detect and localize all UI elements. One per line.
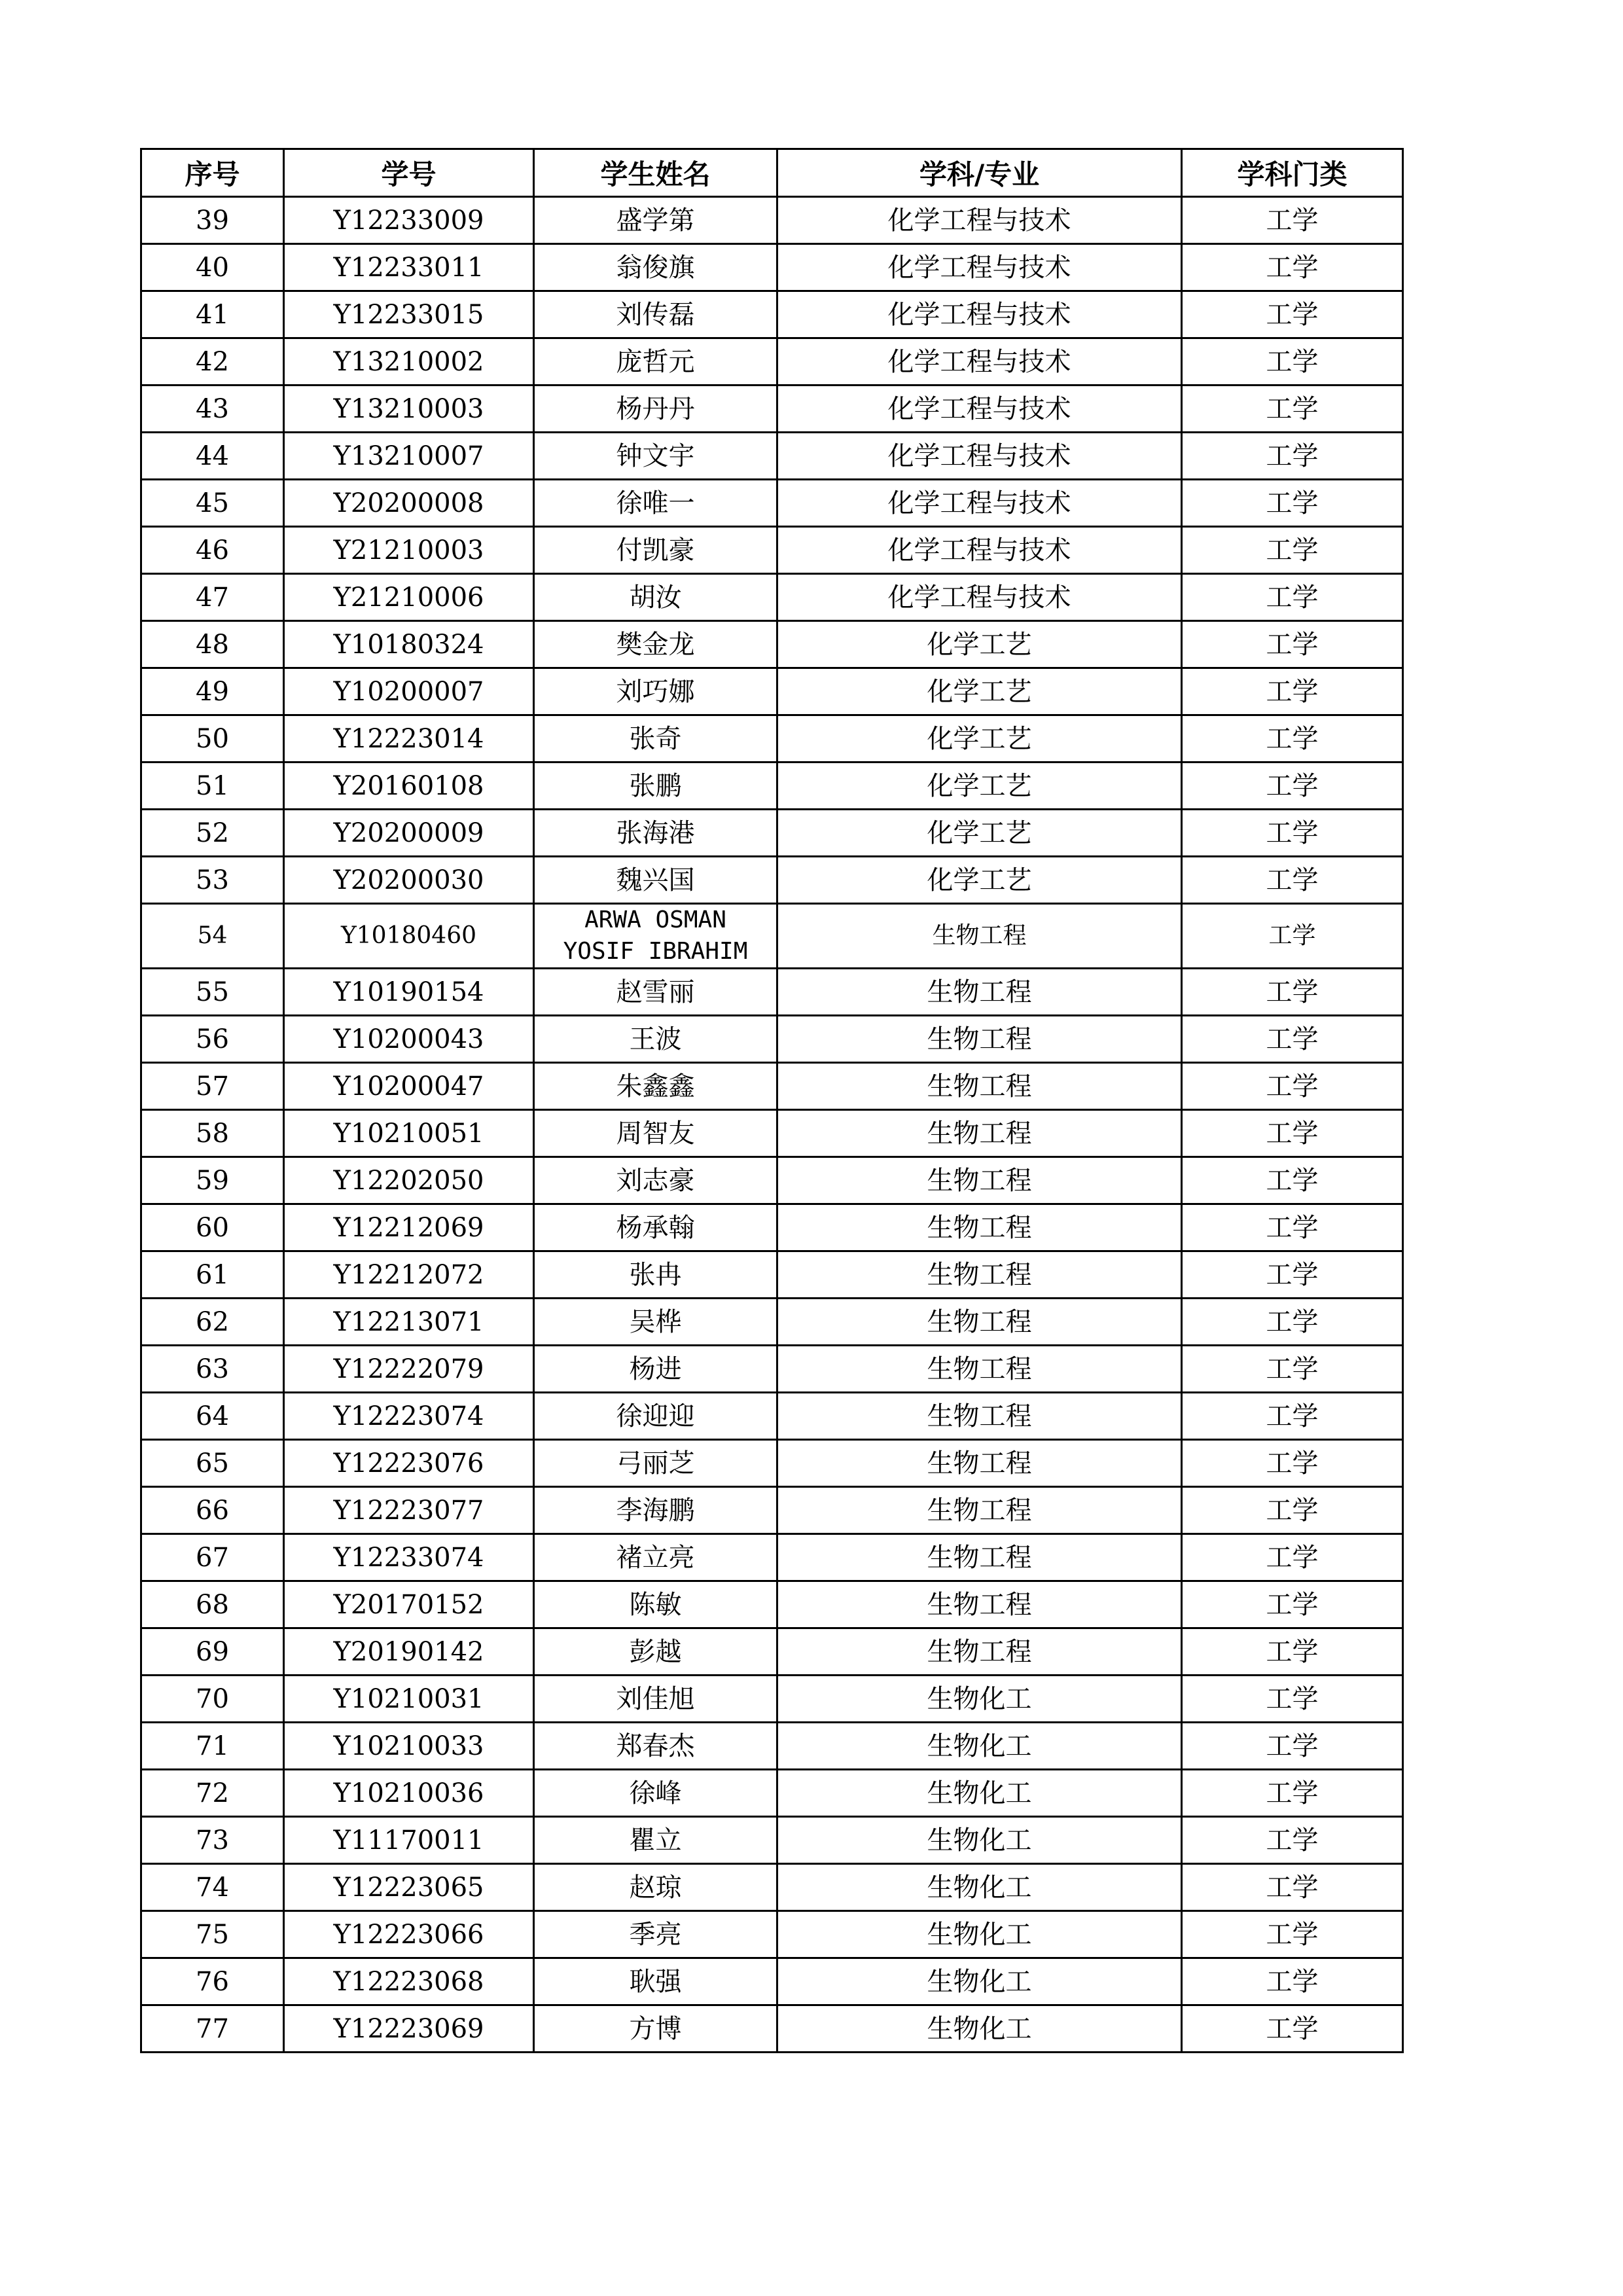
index-cell: 60 — [141, 1204, 284, 1251]
major-cell: 生物化工 — [777, 1817, 1182, 1864]
index-cell: 44 — [141, 433, 284, 480]
student-id-cell: Y20200008 — [284, 480, 534, 527]
discipline-cell: 工学 — [1182, 386, 1403, 433]
student-name-cell: 赵琼 — [534, 1864, 777, 1911]
student-name-cell: 徐迎迎 — [534, 1393, 777, 1440]
index-cell: 58 — [141, 1110, 284, 1157]
student-id-cell: Y12222079 — [284, 1346, 534, 1393]
index-cell: 72 — [141, 1770, 284, 1817]
index-cell: 46 — [141, 527, 284, 574]
student-name-cell: 王波 — [534, 1016, 777, 1063]
discipline-cell: 工学 — [1182, 1581, 1403, 1628]
student-name-cell: 钟文宇 — [534, 433, 777, 480]
student-name-cell: 张奇 — [534, 715, 777, 762]
student-id-cell: Y12213071 — [284, 1299, 534, 1346]
student-id-cell: Y20170152 — [284, 1581, 534, 1628]
major-cell: 化学工程与技术 — [777, 244, 1182, 291]
student-name-cell: 吴桦 — [534, 1299, 777, 1346]
index-cell: 63 — [141, 1346, 284, 1393]
index-cell: 39 — [141, 197, 284, 244]
student-name-cell: 耿强 — [534, 1958, 777, 2005]
student-id-cell: Y12223065 — [284, 1864, 534, 1911]
major-cell: 生物化工 — [777, 1911, 1182, 1958]
discipline-cell: 工学 — [1182, 1534, 1403, 1581]
major-cell: 化学工程与技术 — [777, 480, 1182, 527]
discipline-cell: 工学 — [1182, 715, 1403, 762]
major-cell: 生物工程 — [777, 1534, 1182, 1581]
index-cell: 70 — [141, 1676, 284, 1723]
student-name-cell: 方博 — [534, 2005, 777, 2053]
discipline-cell: 工学 — [1182, 574, 1403, 621]
table-row — [141, 1393, 1403, 1440]
student-id-cell: Y10210031 — [284, 1676, 534, 1723]
student-name-cell: 刘巧娜 — [534, 668, 777, 715]
student-id-cell: Y12223066 — [284, 1911, 534, 1958]
header-major: 学科/专业 — [777, 149, 1182, 197]
table-body — [141, 197, 1403, 2053]
table-row — [141, 1723, 1403, 1770]
discipline-cell: 工学 — [1182, 291, 1403, 338]
table-row — [141, 762, 1403, 810]
discipline-cell: 工学 — [1182, 1958, 1403, 2005]
discipline-cell: 工学 — [1182, 1110, 1403, 1157]
index-cell: 49 — [141, 668, 284, 715]
discipline-cell: 工学 — [1182, 1204, 1403, 1251]
table-row — [141, 197, 1403, 244]
student-name-cell: 杨进 — [534, 1346, 777, 1393]
table-row — [141, 480, 1403, 527]
index-cell: 74 — [141, 1864, 284, 1911]
table-row — [141, 1299, 1403, 1346]
student-id-cell: Y12223068 — [284, 1958, 534, 2005]
student-id-cell: Y12223076 — [284, 1440, 534, 1487]
student-name-cell: 季亮 — [534, 1911, 777, 1958]
discipline-cell: 工学 — [1182, 1440, 1403, 1487]
student-name-cell: 樊金龙 — [534, 621, 777, 668]
student-name-cell: 李海鹏 — [534, 1487, 777, 1534]
index-cell: 69 — [141, 1628, 284, 1676]
student-id-cell: Y10200007 — [284, 668, 534, 715]
student-id-cell: Y12212069 — [284, 1204, 534, 1251]
table-row — [141, 1817, 1403, 1864]
student-name-cell: 赵雪丽 — [534, 969, 777, 1016]
student-id-cell: Y20200009 — [284, 810, 534, 857]
table-row — [141, 291, 1403, 338]
student-name-cell: 郑春杰 — [534, 1723, 777, 1770]
student-id-cell: Y20200030 — [284, 857, 534, 904]
header-index: 序号 — [141, 149, 284, 197]
discipline-cell: 工学 — [1182, 197, 1403, 244]
student-id-cell: Y10180460 — [284, 904, 534, 969]
discipline-cell: 工学 — [1182, 1063, 1403, 1110]
student-name-cell: 刘传磊 — [534, 291, 777, 338]
discipline-cell: 工学 — [1182, 810, 1403, 857]
major-cell: 生物化工 — [777, 1864, 1182, 1911]
discipline-cell: 工学 — [1182, 857, 1403, 904]
student-name-cell: 褚立亮 — [534, 1534, 777, 1581]
student-id-cell: Y12212072 — [284, 1251, 534, 1299]
table-row — [141, 1864, 1403, 1911]
student-id-cell: Y12233009 — [284, 197, 534, 244]
discipline-cell: 工学 — [1182, 762, 1403, 810]
header-row — [141, 149, 1403, 197]
student-id-cell: Y13210002 — [284, 338, 534, 386]
discipline-cell: 工学 — [1182, 527, 1403, 574]
discipline-cell: 工学 — [1182, 1723, 1403, 1770]
table-row — [141, 1628, 1403, 1676]
discipline-cell: 工学 — [1182, 1251, 1403, 1299]
major-cell: 化学工程与技术 — [777, 527, 1182, 574]
discipline-cell: 工学 — [1182, 1346, 1403, 1393]
table-row — [141, 668, 1403, 715]
index-cell: 51 — [141, 762, 284, 810]
discipline-cell: 工学 — [1182, 1817, 1403, 1864]
student-name-cell: 张冉 — [534, 1251, 777, 1299]
student-name-cell: 瞿立 — [534, 1817, 777, 1864]
student-id-cell: Y20190142 — [284, 1628, 534, 1676]
table-row — [141, 1157, 1403, 1204]
header-discipline: 学科门类 — [1182, 149, 1403, 197]
table-row — [141, 1251, 1403, 1299]
discipline-cell: 工学 — [1182, 480, 1403, 527]
major-cell: 生物工程 — [777, 1346, 1182, 1393]
student-name-cell: 周智友 — [534, 1110, 777, 1157]
index-cell: 73 — [141, 1817, 284, 1864]
student-name-cell: 庞哲元 — [534, 338, 777, 386]
table-row — [141, 1063, 1403, 1110]
index-cell: 66 — [141, 1487, 284, 1534]
discipline-cell: 工学 — [1182, 969, 1403, 1016]
student-id-cell: Y10210036 — [284, 1770, 534, 1817]
student-name-cell: 杨承翰 — [534, 1204, 777, 1251]
student-id-cell: Y12223074 — [284, 1393, 534, 1440]
table-row — [141, 621, 1403, 668]
table-row — [141, 433, 1403, 480]
header-student-name: 学生姓名 — [534, 149, 777, 197]
table-row — [141, 386, 1403, 433]
major-cell: 生物化工 — [777, 2005, 1182, 2053]
major-cell: 生物化工 — [777, 1723, 1182, 1770]
major-cell: 化学工艺 — [777, 621, 1182, 668]
discipline-cell: 工学 — [1182, 904, 1403, 969]
major-cell: 化学工程与技术 — [777, 433, 1182, 480]
index-cell: 57 — [141, 1063, 284, 1110]
table-row — [141, 1958, 1403, 2005]
table-row — [141, 1110, 1403, 1157]
student-id-cell: Y10180324 — [284, 621, 534, 668]
index-cell: 62 — [141, 1299, 284, 1346]
index-cell: 40 — [141, 244, 284, 291]
student-id-cell: Y20160108 — [284, 762, 534, 810]
table-row — [141, 574, 1403, 621]
major-cell: 生物工程 — [777, 1581, 1182, 1628]
index-cell: 59 — [141, 1157, 284, 1204]
student-name-cell: 徐唯一 — [534, 480, 777, 527]
student-list-table — [140, 148, 1404, 2053]
student-id-cell: Y10210033 — [284, 1723, 534, 1770]
student-name-cell: 刘志豪 — [534, 1157, 777, 1204]
major-cell: 生物工程 — [777, 1251, 1182, 1299]
student-name-cell: 盛学第 — [534, 197, 777, 244]
major-cell: 生物化工 — [777, 1676, 1182, 1723]
major-cell: 生物工程 — [777, 1016, 1182, 1063]
major-cell: 化学工艺 — [777, 857, 1182, 904]
student-id-cell: Y12233074 — [284, 1534, 534, 1581]
index-cell: 67 — [141, 1534, 284, 1581]
major-cell: 生物工程 — [777, 1487, 1182, 1534]
discipline-cell: 工学 — [1182, 1393, 1403, 1440]
major-cell: 化学工程与技术 — [777, 291, 1182, 338]
student-name-cell: 付凯豪 — [534, 527, 777, 574]
student-id-cell: Y12202050 — [284, 1157, 534, 1204]
student-name-cell: 朱鑫鑫 — [534, 1063, 777, 1110]
table-row — [141, 969, 1403, 1016]
student-id-cell: Y12223077 — [284, 1487, 534, 1534]
discipline-cell: 工学 — [1182, 1628, 1403, 1676]
discipline-cell: 工学 — [1182, 244, 1403, 291]
major-cell: 生物工程 — [777, 1110, 1182, 1157]
discipline-cell: 工学 — [1182, 338, 1403, 386]
table-row — [141, 338, 1403, 386]
major-cell: 生物化工 — [777, 1770, 1182, 1817]
index-cell: 42 — [141, 338, 284, 386]
table-row — [141, 1440, 1403, 1487]
major-cell: 化学工艺 — [777, 668, 1182, 715]
index-cell: 47 — [141, 574, 284, 621]
major-cell: 化学工艺 — [777, 810, 1182, 857]
discipline-cell: 工学 — [1182, 1864, 1403, 1911]
discipline-cell: 工学 — [1182, 1911, 1403, 1958]
student-id-cell: Y12233015 — [284, 291, 534, 338]
student-id-cell: Y12223069 — [284, 2005, 534, 2053]
table-row — [141, 527, 1403, 574]
discipline-cell: 工学 — [1182, 1016, 1403, 1063]
discipline-cell: 工学 — [1182, 621, 1403, 668]
index-cell: 68 — [141, 1581, 284, 1628]
table-row — [141, 1581, 1403, 1628]
index-cell: 64 — [141, 1393, 284, 1440]
student-name-cell: 弓丽芝 — [534, 1440, 777, 1487]
table-row — [141, 1346, 1403, 1393]
major-cell: 生物工程 — [777, 1063, 1182, 1110]
table-row — [141, 1534, 1403, 1581]
student-name-cell: 翁俊旗 — [534, 244, 777, 291]
discipline-cell: 工学 — [1182, 1299, 1403, 1346]
student-name-cell: 张鹏 — [534, 762, 777, 810]
major-cell: 生物工程 — [777, 1440, 1182, 1487]
index-cell: 65 — [141, 1440, 284, 1487]
table-row — [141, 715, 1403, 762]
table-row — [141, 244, 1403, 291]
major-cell: 化学工程与技术 — [777, 386, 1182, 433]
student-id-cell: Y10200043 — [284, 1016, 534, 1063]
major-cell: 生物工程 — [777, 904, 1182, 969]
index-cell: 41 — [141, 291, 284, 338]
major-cell: 化学工程与技术 — [777, 197, 1182, 244]
index-cell: 77 — [141, 2005, 284, 2053]
discipline-cell: 工学 — [1182, 433, 1403, 480]
major-cell: 生物工程 — [777, 1157, 1182, 1204]
discipline-cell: 工学 — [1182, 2005, 1403, 2053]
student-name-cell: 陈敏 — [534, 1581, 777, 1628]
major-cell: 生物工程 — [777, 1393, 1182, 1440]
discipline-cell: 工学 — [1182, 1157, 1403, 1204]
discipline-cell: 工学 — [1182, 1487, 1403, 1534]
index-cell: 56 — [141, 1016, 284, 1063]
major-cell: 生物工程 — [777, 1628, 1182, 1676]
index-cell: 75 — [141, 1911, 284, 1958]
student-id-cell: Y11170011 — [284, 1817, 534, 1864]
discipline-cell: 工学 — [1182, 668, 1403, 715]
index-cell: 52 — [141, 810, 284, 857]
table-row — [141, 2005, 1403, 2053]
index-cell: 48 — [141, 621, 284, 668]
student-id-cell: Y10190154 — [284, 969, 534, 1016]
student-name-cell: 彭越 — [534, 1628, 777, 1676]
table-row — [141, 810, 1403, 857]
student-name-cell: 徐峰 — [534, 1770, 777, 1817]
table-row — [141, 1676, 1403, 1723]
major-cell: 化学工程与技术 — [777, 574, 1182, 621]
header-student-id: 学号 — [284, 149, 534, 197]
index-cell: 43 — [141, 386, 284, 433]
table-row — [141, 1204, 1403, 1251]
major-cell: 化学工艺 — [777, 762, 1182, 810]
student-id-cell: Y21210003 — [284, 527, 534, 574]
table-row — [141, 904, 1403, 969]
major-cell: 生物工程 — [777, 1299, 1182, 1346]
student-name-cell: 刘佳旭 — [534, 1676, 777, 1723]
student-id-cell: Y12223014 — [284, 715, 534, 762]
index-cell: 45 — [141, 480, 284, 527]
table-row — [141, 857, 1403, 904]
student-id-cell: Y10210051 — [284, 1110, 534, 1157]
discipline-cell: 工学 — [1182, 1770, 1403, 1817]
student-name-cell: 魏兴国 — [534, 857, 777, 904]
index-cell: 71 — [141, 1723, 284, 1770]
index-cell: 55 — [141, 969, 284, 1016]
student-id-cell: Y10200047 — [284, 1063, 534, 1110]
index-cell: 76 — [141, 1958, 284, 2005]
index-cell: 54 — [141, 904, 284, 969]
table-row — [141, 1487, 1403, 1534]
student-name-cell: 胡汝 — [534, 574, 777, 621]
major-cell: 生物化工 — [777, 1958, 1182, 2005]
table-row — [141, 1016, 1403, 1063]
major-cell: 生物工程 — [777, 1204, 1182, 1251]
index-cell: 53 — [141, 857, 284, 904]
student-id-cell: Y13210007 — [284, 433, 534, 480]
major-cell: 生物工程 — [777, 969, 1182, 1016]
index-cell: 61 — [141, 1251, 284, 1299]
student-name-cell: ARWA OSMAN YOSIF IBRAHIM — [534, 904, 777, 969]
student-name-cell: 张海港 — [534, 810, 777, 857]
index-cell: 50 — [141, 715, 284, 762]
table-row — [141, 1911, 1403, 1958]
major-cell: 化学工程与技术 — [777, 338, 1182, 386]
table-row — [141, 1770, 1403, 1817]
major-cell: 化学工艺 — [777, 715, 1182, 762]
discipline-cell: 工学 — [1182, 1676, 1403, 1723]
student-name-cell: 杨丹丹 — [534, 386, 777, 433]
student-id-cell: Y21210006 — [284, 574, 534, 621]
student-id-cell: Y13210003 — [284, 386, 534, 433]
student-id-cell: Y12233011 — [284, 244, 534, 291]
